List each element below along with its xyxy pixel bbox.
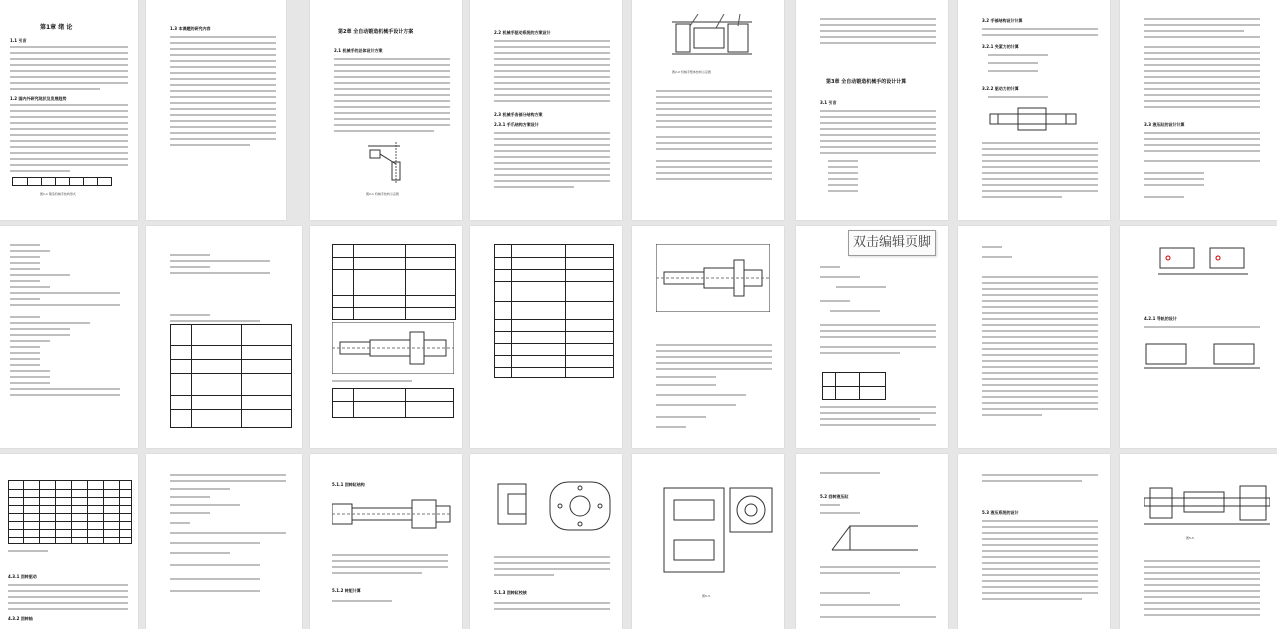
- section-heading: 4.2.1 导轨的设计: [1144, 316, 1177, 321]
- document-page-19[interactable]: [310, 454, 462, 629]
- document-page-8[interactable]: [1120, 0, 1277, 220]
- document-page-2[interactable]: [146, 0, 286, 220]
- document-page-21[interactable]: [632, 454, 784, 629]
- figure-caption: 图2-1 机械手结构示意图: [366, 192, 399, 196]
- document-page-16[interactable]: [1120, 226, 1277, 448]
- document-page-3[interactable]: [310, 0, 462, 220]
- parameter-table: [332, 244, 456, 320]
- section-heading: 2.1 机械手的总体设计方案: [334, 48, 383, 53]
- cylinder-drawing: [332, 494, 452, 534]
- document-page-7[interactable]: [958, 0, 1110, 220]
- guide-drawing: [1144, 338, 1260, 378]
- document-page-14[interactable]: [796, 226, 948, 448]
- section-heading: 1.3 本课题的研究内容: [170, 26, 211, 31]
- figure-caption: 图1-1 锻造机械手结构形式: [40, 192, 76, 196]
- document-page-6[interactable]: [796, 0, 948, 220]
- document-page-12[interactable]: [470, 226, 622, 448]
- mechanism-drawing: [360, 140, 410, 186]
- section-drawing: [662, 480, 774, 580]
- figure-caption: 图5-5: [1186, 536, 1194, 540]
- chapter-title: 第2章 全自动锻造机械手设计方案: [338, 29, 414, 35]
- rail-drawing: [1158, 244, 1248, 284]
- document-page-24[interactable]: [1120, 454, 1277, 629]
- boxes-row: [12, 177, 112, 186]
- section-heading: 2.3.1 手爪结构方案设计: [494, 122, 539, 127]
- section-heading: 3.2.2 驱动力的计算: [982, 86, 1019, 91]
- screw-drawing: [656, 244, 770, 312]
- document-page-11[interactable]: [310, 226, 462, 448]
- section-heading: 3.3 液压缸的设计计算: [1144, 122, 1185, 127]
- document-page-4[interactable]: [470, 0, 622, 220]
- document-page-9[interactable]: [0, 226, 138, 448]
- parameter-table: [332, 388, 454, 418]
- gripper-drawing: [988, 104, 1078, 134]
- section-heading: 4.3.1 回转驱动: [8, 574, 37, 579]
- section-heading: 3.2 手部结构设计计算: [982, 18, 1023, 23]
- document-page-10[interactable]: [146, 226, 302, 448]
- document-page-5[interactable]: [632, 0, 784, 220]
- assembly-drawing: [668, 14, 756, 64]
- section-heading: 5.1.1 回转缸结构: [332, 482, 365, 487]
- section-heading: 1.1 引言: [10, 38, 27, 43]
- parameter-table: [8, 480, 132, 544]
- document-page-22[interactable]: [796, 454, 948, 629]
- document-page-13[interactable]: [632, 226, 784, 448]
- parameter-table: [494, 244, 614, 378]
- document-page-18[interactable]: [146, 454, 302, 629]
- document-page-1[interactable]: [0, 0, 138, 220]
- section-heading: 3.1 引言: [820, 100, 837, 105]
- section-heading: 5.3 液压系统的设计: [982, 510, 1019, 515]
- bracket-drawing: [830, 522, 920, 552]
- document-page-20[interactable]: [470, 454, 622, 629]
- section-heading: 4.3.2 回转轴: [8, 616, 33, 621]
- section-heading: 3.2.1 夹紧力的计算: [982, 44, 1019, 49]
- figure-caption: 图5-3: [702, 594, 710, 598]
- section-heading: 1.2 国内外研究现状及发展趋势: [10, 96, 67, 101]
- section-heading: 5.1.3 回转缸校核: [494, 590, 527, 595]
- chapter-title: 第1章 绪 论: [40, 24, 73, 31]
- shaft-drawing: [332, 322, 454, 374]
- section-heading: 5.1.2 转矩计算: [332, 588, 361, 593]
- edit-footer-tooltip[interactable]: 双击编辑页脚: [848, 230, 936, 256]
- document-page-17[interactable]: [0, 454, 138, 629]
- figure-caption: 图2-2 机械手整体结构示意图: [672, 70, 711, 74]
- parameter-table: [822, 372, 886, 400]
- parameter-table: [170, 324, 292, 428]
- flange-drawing: [494, 474, 614, 538]
- final-assembly-drawing: [1144, 480, 1270, 532]
- section-heading: 5.2 回转液压缸: [820, 494, 849, 499]
- chapter-title: 第3章 全自动锻造机械手的设计计算: [826, 79, 907, 85]
- document-page-23[interactable]: [958, 454, 1110, 629]
- section-heading: 2.3 机械手各部分结构方案: [494, 112, 543, 117]
- section-heading: 2.2 机械手驱动系统的方案设计: [494, 30, 551, 35]
- document-page-15[interactable]: [958, 226, 1110, 448]
